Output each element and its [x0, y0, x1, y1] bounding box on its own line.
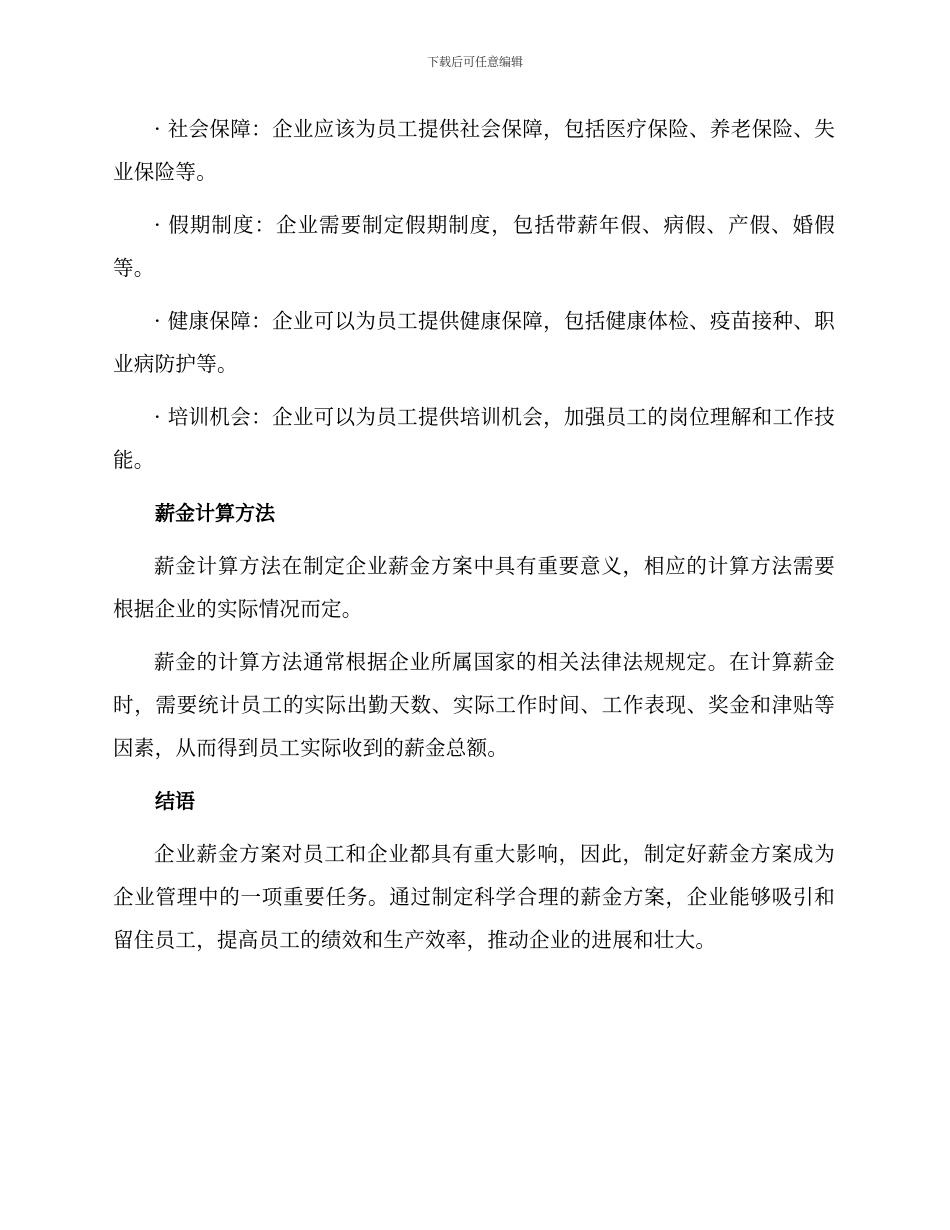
salary-paragraph-2: 薪金的计算方法通常根据企业所属国家的相关法律法规规定。在计算薪金时，需要统计员工的实际出勤天数、实际工作时间、工作表现、奖金和津贴等因素，从而得到员工实际收到的薪金总额。 [113, 650, 835, 760]
bullet-training-opportunities: · 培训机会：企业可以为员工提供培训机会，加强员工的岗位理解和工作技能。 [113, 405, 835, 472]
section-heading-salary-calculation: 薪金计算方法 [155, 501, 275, 525]
document-body [113, 108, 835, 972]
bullet-health-protection: · 健康保障：企业可以为员工提供健康保障，包括健康体检、疫苗接种、职业病防护等。 [113, 309, 835, 376]
section-heading-conclusion: 结语 [155, 789, 195, 813]
bullet-leave-policy: · 假期制度：企业需要制定假期制度，包括带薪年假、病假、产假、婚假等。 [113, 213, 835, 280]
salary-paragraph-1: 薪金计算方法在制定企业薪金方案中具有重要意义，相应的计算方法需要根据企业的实际情况而定。 [113, 554, 835, 621]
page-header-note: 下载后可任意编辑 [426, 55, 523, 69]
bullet-social-security: · 社会保障：企业应该为员工提供社会保障，包括医疗保险、养老保险、失业保险等。 [113, 117, 835, 184]
conclusion-paragraph: 企业薪金方案对员工和企业都具有重大影响，因此，制定好薪金方案成为企业管理中的一项重要任务。通过制定科学合理的薪金方案，企业能够吸引和留住员工，提高员工的绩效和生产效率，推动企业的进展和壮大。 [113, 842, 835, 952]
